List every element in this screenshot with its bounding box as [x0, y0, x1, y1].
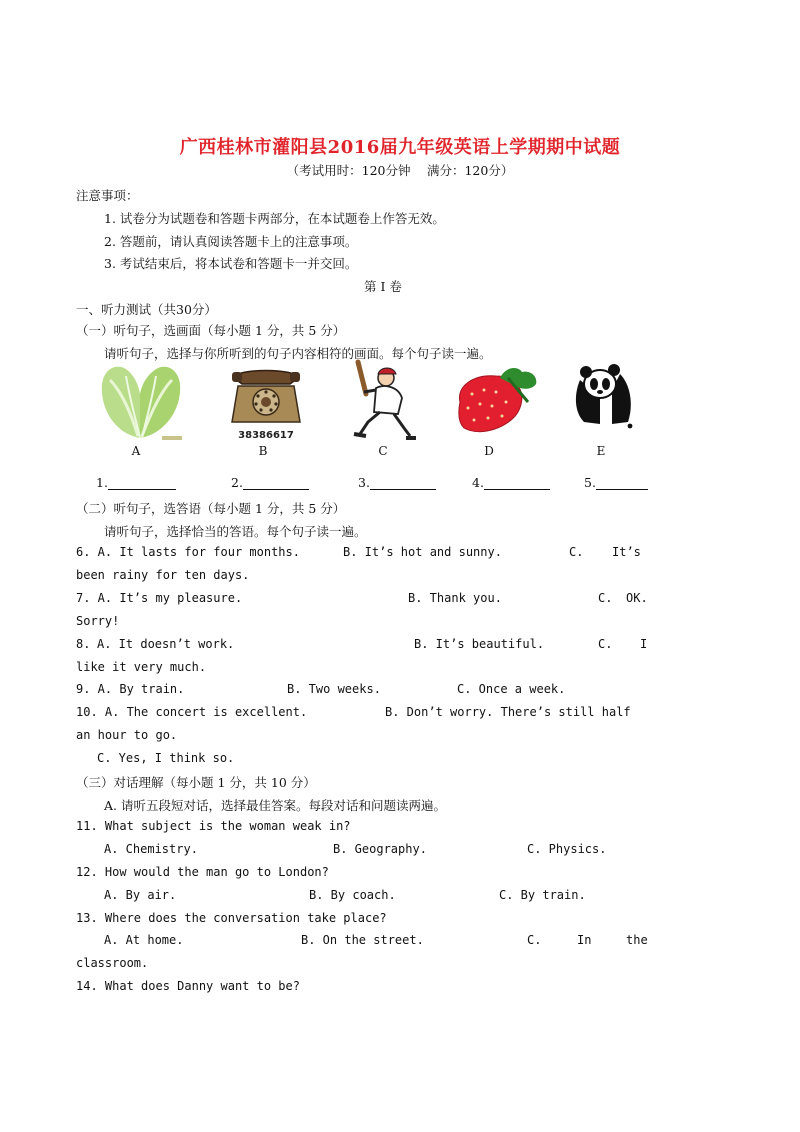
option-c: C. Yes, I think so. — [97, 751, 235, 765]
picture-label: E — [596, 444, 606, 458]
option-b: B. Thank you. — [408, 591, 502, 605]
option-c: C. — [598, 591, 613, 605]
option-b: B. On the street. — [301, 933, 424, 947]
option-c: C. By train. — [499, 888, 586, 902]
answer-blank[interactable]: 1. — [96, 475, 176, 490]
panda-logo-icon — [570, 360, 636, 430]
option-c-text: the — [626, 933, 648, 947]
option-b-continued: an hour to go. — [76, 728, 178, 742]
option-c-continued: classroom. — [76, 956, 149, 970]
option-c-text: It’s — [612, 545, 641, 559]
notice-heading: 注意事项： — [76, 188, 139, 203]
option-a: A. It doesn’t work. — [97, 637, 235, 651]
cabbage-icon — [96, 360, 186, 442]
part3-heading: （三）对话理解（每小题 1 分，共 10 分） — [76, 775, 316, 790]
telephone-icon — [224, 364, 308, 442]
page-title: 广西桂林市灌阳县2016届九年级英语上学期期中试题 — [179, 137, 621, 158]
option-c-continued: Sorry! — [76, 614, 120, 628]
baseball-player-icon — [340, 358, 420, 442]
picture-label: B — [258, 444, 268, 458]
question-6: 6. A. It lasts for four months. — [76, 545, 300, 559]
option-c-text: I — [640, 637, 648, 651]
option-b: B. By coach. — [309, 888, 396, 902]
option-c-text: OK. — [626, 591, 648, 605]
picture-label: D — [484, 444, 494, 458]
option-a: A. Chemistry. — [104, 842, 198, 856]
answer-blank[interactable]: 3. — [358, 475, 436, 490]
picture-label: A — [131, 444, 141, 458]
part1-instruction: 请听句子，选择与你所听到的句子内容相符的画面。每个句子读一遍。 — [104, 346, 492, 361]
notice-item: 2. 答题前，请认真阅读答题卡上的注意事项。 — [104, 234, 358, 249]
question-8: 8. — [76, 637, 91, 651]
question-9: 9. A. By train. — [76, 682, 185, 696]
question-7: 7. A. It’s my pleasure. — [76, 591, 243, 605]
option-b: B. It’s hot and sunny. — [343, 545, 502, 559]
part3-instruction: A. 请听五段短对话，选择最佳答案。每段对话和问题读两遍。 — [104, 798, 446, 813]
question-10: 10. A. The concert is excellent. — [76, 705, 308, 719]
part2-heading: （二）听句子，选答语（每小题 1 分，共 5 分） — [76, 501, 346, 516]
option-c: C. — [598, 637, 613, 651]
section-heading: 一、听力测试（共30分） — [76, 302, 217, 317]
option-a: A. By air. — [104, 888, 177, 902]
volume-label: 第 I 卷 — [364, 279, 402, 294]
option-b: B. Geography. — [333, 842, 427, 856]
part2-instruction: 请听句子，选择恰当的答语。每个句子读一遍。 — [104, 524, 367, 539]
option-b: B. It’s beautiful. — [414, 637, 545, 651]
option-c: C. Once a week. — [457, 682, 566, 696]
question-14: 14. What does Danny want to be? — [76, 979, 300, 993]
option-b: B. Two weeks. — [287, 682, 381, 696]
answer-blank[interactable]: 2. — [231, 475, 309, 490]
notice-item: 1. 试卷分为试题卷和答题卡两部分，在本试题卷上作答无效。 — [104, 211, 445, 226]
option-a: A. At home. — [104, 933, 184, 947]
answer-blank[interactable]: 5. — [584, 475, 648, 490]
option-c: C. — [569, 545, 584, 559]
notice-item: 3. 考试结束后，将本试卷和答题卡一并交回。 — [104, 256, 358, 271]
question-11: 11. What subject is the woman weak in? — [76, 819, 351, 833]
option-c-continued: like it very much. — [76, 660, 207, 674]
option-c: C. Physics. — [527, 842, 607, 856]
question-12: 12. How would the man go to London? — [76, 865, 329, 879]
picture-label: C — [378, 444, 388, 458]
exam-info: （考试用时：120分钟 满分：120分） — [286, 163, 514, 178]
option-c: C. — [527, 933, 542, 947]
question-13: 13. Where does the conversation take place? — [76, 911, 387, 925]
strawberry-icon — [452, 364, 540, 438]
part1-heading: （一）听句子，选画面（每小题 1 分，共 5 分） — [76, 323, 346, 338]
option-c-continued: been rainy for ten days. — [76, 568, 250, 582]
phone-number-caption: 38386617 — [238, 430, 294, 441]
option-c-text: In — [577, 933, 592, 947]
answer-blank[interactable]: 4. — [472, 475, 550, 490]
option-b: B. Don’t worry. There’s still half — [385, 705, 631, 719]
